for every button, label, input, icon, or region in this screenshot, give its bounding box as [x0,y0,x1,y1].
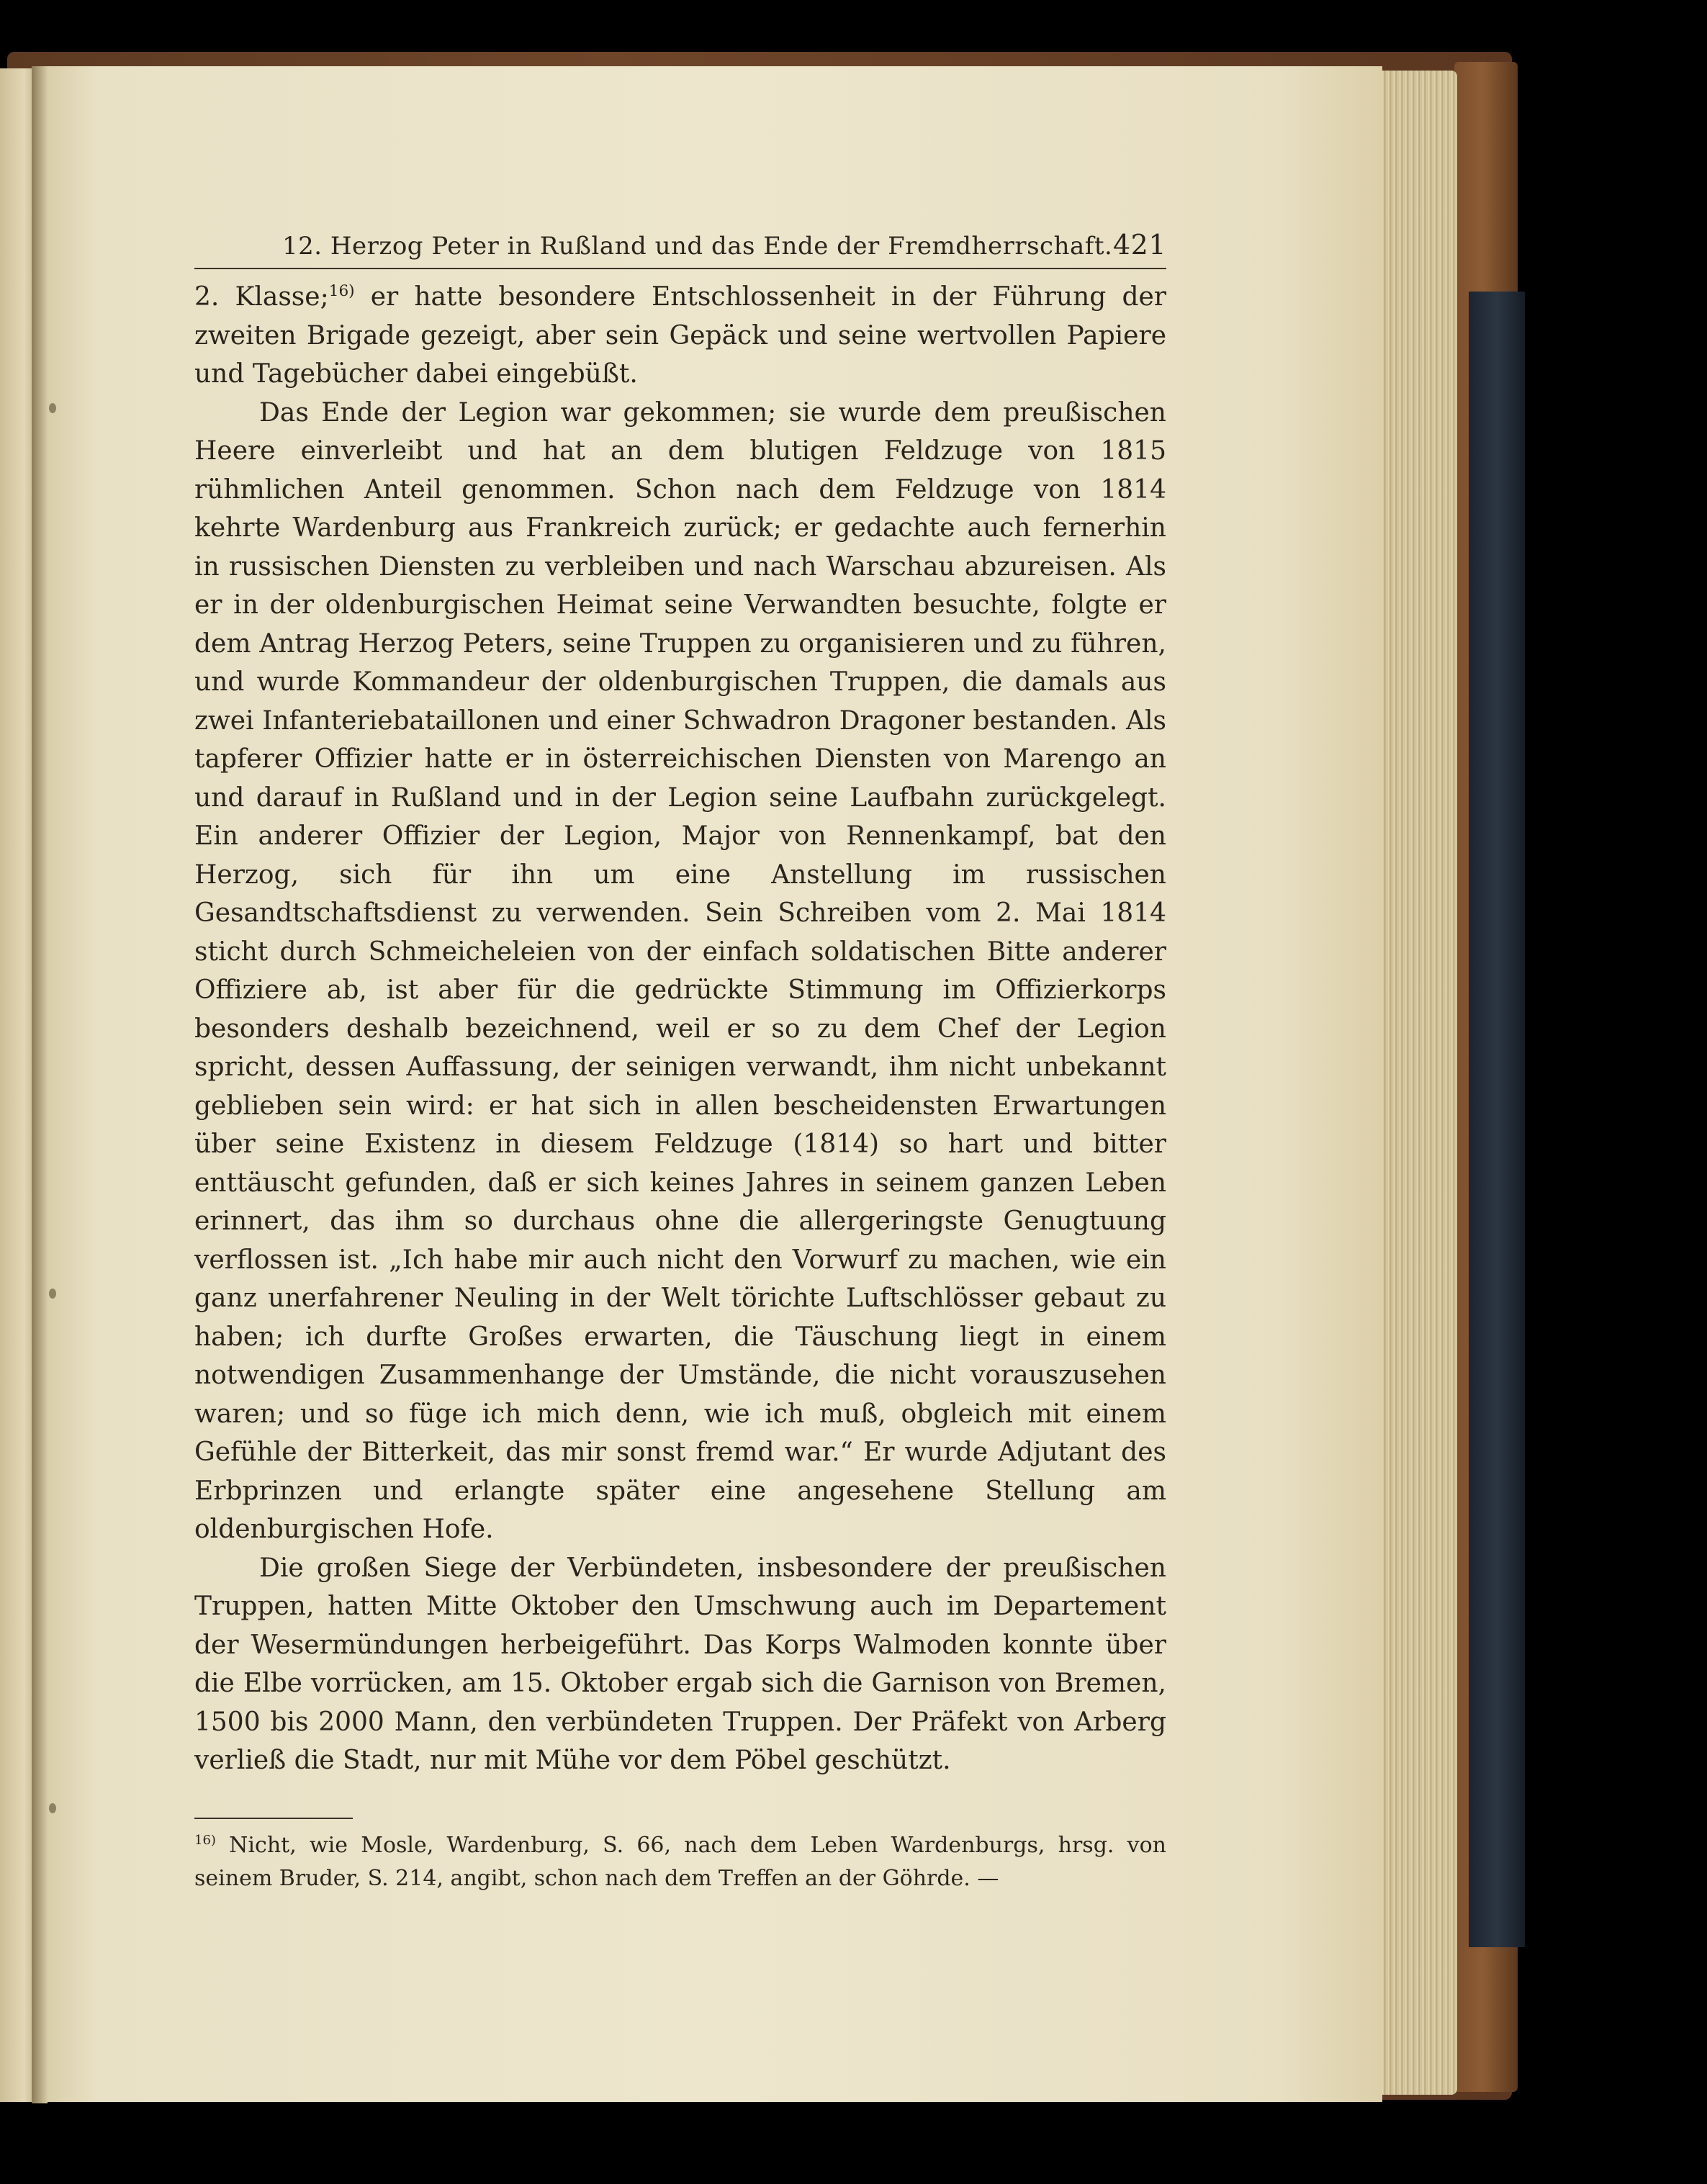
paragraph-text: 2. Klasse; [194,282,329,312]
footnote [194,1829,1166,1895]
footnote-reference: 16) [328,282,355,300]
margin-mark [49,1803,56,1813]
page-edges [1381,71,1457,2095]
body-text [194,278,1166,1780]
paragraph [194,1549,1166,1780]
paragraph [194,278,1166,394]
margin-mark [49,1289,56,1299]
footnote-text: Nicht, wie Mosle, Wardenburg, S. 66, nach dem Leben Wardenburgs, hrsg. von seinem Bruder, S. 214, angibt, schon nach dem Treffen an der Göhrde. — [194,1832,1166,1891]
footnote-marker: 16) [194,1832,216,1848]
paragraph-text: er hatte besondere Entschlossenheit in der Führung der zweiten Brigade gezeigt, aber sein Gepäck und seine wertvollen Papiere und Tagebücher dabei eingebüßt. [194,282,1166,389]
footnote-rule [194,1818,353,1819]
paragraph-text: Das Ende der Legion war gekommen; sie wurde dem preußischen Heere einverleibt und hat an dem blutigen Feldzuge von 1815 rühmlichen Anteil genommen. Schon nach dem Feldzuge von 1814 kehrte Wardenburg aus Frankreich zurück; er gedachte auch fernerhin in russischen Diensten zu verbleiben und nach Warschau abzureisen. Als er in der oldenburgischen Heimat seine Verwandten besuchte, folgte er dem Antrag Herzog Peters, seine Truppen zu organisieren und zu führen, und wurde Kommandeur der oldenburgischen Truppen, die damals aus zwei Infanteriebataillonen und einer Schwadron Dragoner bestanden. Als tapferer Offizier hatte er in österreichischen Diensten von Marengo an und darauf in Rußland und in der Legion seine Laufbahn zurückgelegt. Ein anderer Offizier der Legion, Major von Rennenkampf, bat den Herzog, sich für ihn um eine Anstellung im russischen Gesandtschaftsdienst zu verwenden. Sein Schreiben vom 2. Mai 1814 sticht durch Schmeicheleien von der einfach soldatischen Bitte anderer Offiziere ab, ist aber für die gedrückte Stimmung im Offizierkorps besonders deshalb bezeichnend, weil er so zu dem Chef der Legion spricht, dessen Auffassung, der seinigen verwandt, ihm nicht unbekannt geblieben sein wird: er hat sich in allen bescheidensten Erwartungen über seine Existenz in diesem Feldzuge (1814) so hart und bitter enttäuscht gefunden, daß er sich keines Jahres in seinem ganzen Leben erinnert, das ihm so durchaus ohne die allergeringste Genugtuung verflossen ist. „Ich habe mir auch nicht den Vorwurf zu machen, wie ein ganz unerfahrener Neuling in der Welt törichte Luftschlösser gebaut zu haben; ich durfte Großes erwarten, die Täuschung liegt in einem notwendigen Zusammenhange der Umstände, die nicht vorauszusehen waren; und so füge ich mich denn, wie ich muß, obgleich mit einem Gefühle der Bitterkeit, das mir sonst fremd war.“ Er wurde Adjutant des Erbprinzen und erlangte später eine angesehene Stellung am oldenburgischen Hofe. [194,397,1166,1544]
paragraph-text: Die großen Siege der Verbündeten, insbesondere der preußischen Truppen, hatten Mitte Oktober den Umschwung auch im Departement der Wesermündungen herbeigeführt. Das Korps Walmoden konnte über die Elbe vorrücken, am 15. Oktober ergab sich die Garnison von Bremen, 1500 bis 2000 Mann, den verbündeten Truppen. Der Präfekt von Arberg verließ die Stadt, nur mit Mühe vor dem Pöbel geschützt. [194,1553,1166,1775]
page-gutter [32,66,48,2103]
page-number: 421 [1112,229,1166,261]
paragraph [194,394,1166,1549]
left-page-edge [0,68,35,2102]
margin-mark [49,403,56,413]
running-head-title: 12. Herzog Peter in Rußland und das Ende der Fremdherrschaft. [282,232,1113,261]
running-head [194,229,1166,269]
text-block [194,229,1166,1895]
cover-cloth-strip [1469,292,1525,1947]
footnote-paragraph [194,1829,1166,1895]
